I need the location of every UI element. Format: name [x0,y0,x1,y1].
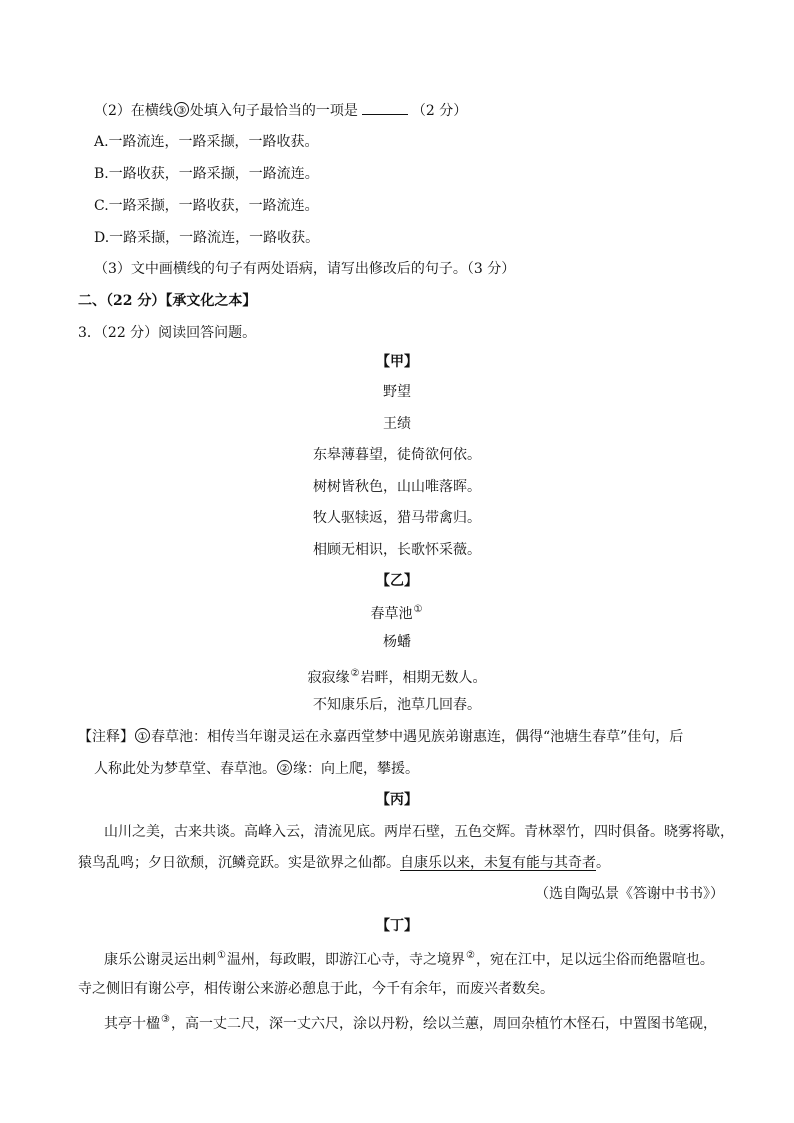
ding-label: 【丁】 [376,918,418,934]
poem-line: 牧人驱犊返，猎马带禽归。 [313,510,481,526]
note-ref-3: ③ [161,1014,170,1025]
notes-line-1 [78,727,683,747]
yi-label: 【乙】 [376,573,418,589]
poem-title-jia: 野望 [383,384,411,400]
underlined-sentence: 自康乐以来，未复有能与其奇者 [400,855,596,871]
notes-text-1: 春草池：相传当年谢灵运在永嘉西堂梦中遇见族弟谢惠连，偶得“池塘生春草”佳句，后 [151,729,684,745]
notes-line-2 [94,759,419,779]
question-2-prefix: （2）在横线 [94,103,173,119]
prose-text: 其亭十楹 [104,1016,160,1032]
option-c: C.一路采撷，一路收获，一路流连。 [94,198,319,214]
poem-title-yi-text: 春草池 [370,606,413,622]
poem-line [0,664,794,688]
answer-blank [362,100,408,115]
notes-text-2b: 缘：向上爬，攀援。 [293,761,419,777]
prose-text: 康乐公谢灵运出刺 [104,952,216,968]
poem-line: 树树皆秋色，山山唯落晖。 [313,479,481,495]
note-ref-1: ① [413,604,423,615]
option-d: D.一路采撷，一路流连，一路收获。 [94,230,320,246]
prose-text: 温州，每政暇，即游江心寺，寺之境界 [226,952,465,968]
note-ref-2: ② [465,950,475,961]
circled-mark-2: ② [277,760,292,775]
section-heading: 二、（22 分）【承文化之本】 [78,293,257,309]
source-citation: （选自陶弘景《答谢中书书》） [535,886,724,902]
option-b: B.一路收获，一路采撷，一路流连。 [94,166,319,182]
prose-line [78,853,610,873]
poem-title-yi [0,600,794,624]
question-3-sub: （3）文中画横线的句子有两处语病，请写出修改后的句子。（3 分） [94,261,516,277]
question-3: 3．（22 分）阅读回答问题。 [78,325,257,341]
prose-line: 寺之侧旧有谢公亭，相传谢公来游必憩息于此，今千有余年，而废兴者数矣。 [78,981,554,997]
note-ref-1: ① [217,950,226,961]
poem-line: 相顾无相识，长歌怀采薇。 [313,542,481,558]
note-ref-2: ② [350,668,360,679]
circled-mark-3: ③ [174,102,189,117]
poem-line: 不知康乐后，池草几回春。 [313,697,481,713]
poem-line-part: 寂寂缘 [307,670,350,686]
prose-text: 。 [596,855,610,871]
prose-line: 山川之美，古来共谈。高峰入云，清流见底。两岸石壁，五色交辉。青林翠竹，四时俱备。晓雾将歇， [104,824,734,840]
notes-label: 【注释】 [78,729,134,745]
question-2-score: （2 分） [411,103,468,119]
poem-line-part: 岩畔，相期无数人。 [360,670,487,686]
prose-text: 猿鸟乱鸣；夕日欲颓，沉鳞竞跃。实是欲界之仙都。 [78,855,400,871]
circled-mark-1: ① [135,728,150,743]
notes-text-2a: 人称此处为梦草堂、春草池。 [94,761,276,777]
poem-author-yi: 杨蟠 [383,634,411,650]
prose-text: ，宛在江中，足以远尘俗而绝嚣喧也。 [475,952,714,968]
question-2 [94,100,467,121]
prose-line [104,1010,717,1034]
prose-line [104,946,714,970]
poem-author-jia: 王绩 [383,416,411,432]
question-2-middle: 处填入句子最恰当的一项是 [189,103,358,119]
jia-label: 【甲】 [376,354,418,370]
poem-line: 东皋薄暮望，徒倚欲何依。 [313,447,481,463]
prose-text: ，高一丈二尺，深一丈六尺，涂以丹粉，绘以兰蕙，周回杂植竹木怪石，中置图书笔砚， [170,1016,717,1032]
bing-label: 【丙】 [376,792,418,808]
option-a: A.一路流连，一路采撷，一路收获。 [94,134,319,150]
